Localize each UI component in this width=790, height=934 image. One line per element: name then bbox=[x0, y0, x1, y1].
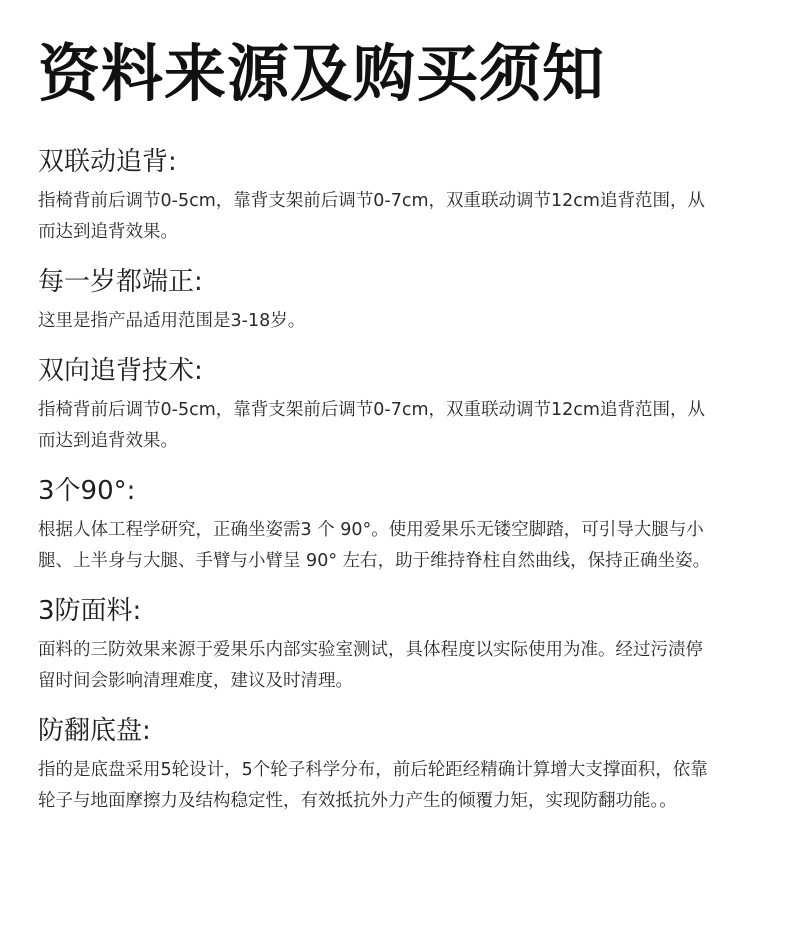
section-body: 指的是底盘采用5轮设计，5个轮子科学分布，前后轮距经精确计算增大支撑面积，依靠轮子与地面摩擦力及结构稳定性，有效抵抗外力产生的倾覆力矩，实现防翻功能。。 bbox=[38, 760, 708, 811]
section-heading: 双向追背技术: bbox=[38, 356, 203, 386]
page-title: 资料来源及购买须知 bbox=[38, 37, 606, 110]
section-body: 指椅背前后调节0-5cm，靠背支架前后调节0-7cm，双重联动调节12cm追背范围，从而达到追背效果。 bbox=[38, 400, 705, 451]
section-bidirectional-back bbox=[38, 353, 740, 457]
section-three-proof-fabric bbox=[38, 593, 740, 697]
section-anti-tip-base bbox=[38, 713, 740, 817]
section-heading: 每一岁都端正: bbox=[38, 267, 203, 297]
section-heading: 防翻底盘: bbox=[38, 716, 151, 746]
section-three-90-degrees bbox=[38, 473, 740, 577]
section-body: 指椅背前后调节0-5cm，靠背支架前后调节0-7cm，双重联动调节12cm追背范围，从而达到追背效果。 bbox=[38, 191, 705, 242]
section-heading: 3防面料: bbox=[38, 596, 142, 626]
section-body: 根据人体工程学研究，正确坐姿需3 个 90°。使用爱果乐无镂空脚踏，可引导大腿与小腿、上半身与大腿、手臂与小臂呈 90° 左右，助于维持脊柱自然曲线，保持正确坐姿。 bbox=[38, 520, 711, 571]
section-body: 这里是指产品适用范围是3-18岁。 bbox=[38, 311, 306, 331]
section-heading: 3个90°: bbox=[38, 476, 136, 506]
section-every-age-upright bbox=[38, 264, 740, 337]
section-dual-linkage-back bbox=[38, 144, 740, 248]
section-body: 面料的三防效果来源于爱果乐内部实验室测试，具体程度以实际使用为准。经过污渍停留时间会影响清理难度，建议及时清理。 bbox=[38, 640, 703, 691]
section-heading: 双联动追背: bbox=[38, 147, 177, 177]
